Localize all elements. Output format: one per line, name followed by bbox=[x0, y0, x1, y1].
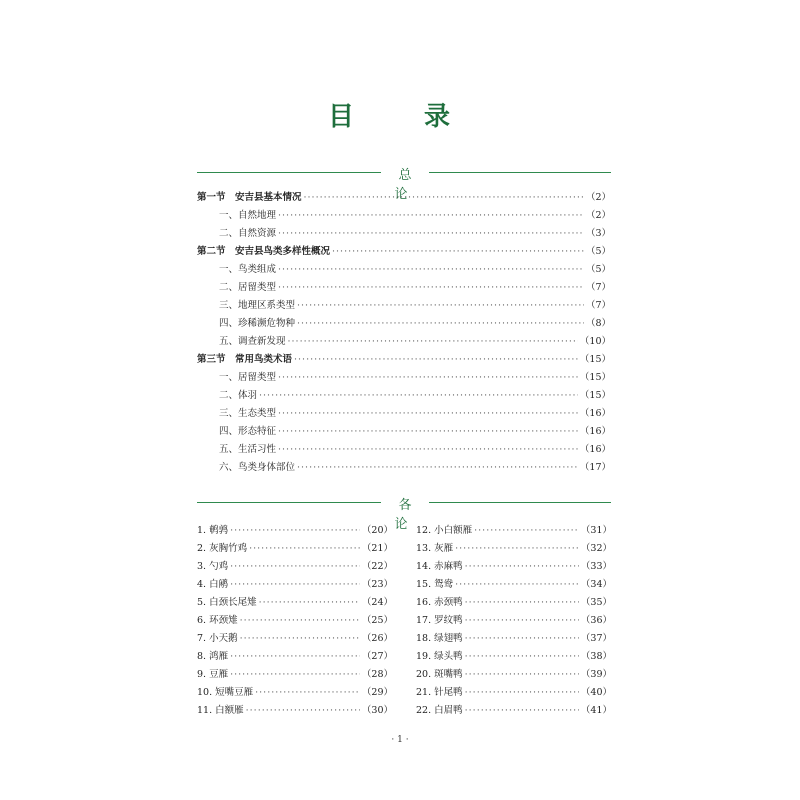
species-name: 15. 鸳鸯 bbox=[416, 579, 454, 590]
species-entry[interactable] bbox=[197, 612, 393, 630]
species-page-number: （28） bbox=[361, 669, 393, 680]
dot-leader bbox=[297, 459, 578, 477]
dot-leader bbox=[278, 261, 584, 279]
species-entry[interactable] bbox=[197, 540, 393, 558]
toc-subsection-row[interactable] bbox=[197, 333, 611, 351]
toc-page-number: （17） bbox=[579, 462, 611, 473]
toc-subsection-row[interactable] bbox=[197, 369, 611, 387]
dot-leader bbox=[230, 522, 360, 540]
toc-entry-title: 四、形态特征 bbox=[219, 426, 277, 437]
species-entry[interactable] bbox=[416, 540, 612, 558]
toc-subsection-row[interactable] bbox=[197, 441, 611, 459]
species-entry[interactable] bbox=[197, 666, 393, 684]
dot-leader bbox=[278, 225, 584, 243]
toc-list bbox=[197, 189, 611, 477]
dot-leader bbox=[297, 297, 584, 315]
species-name: 10. 短嘴豆雁 bbox=[197, 687, 254, 698]
dot-leader bbox=[278, 279, 584, 297]
divider-line bbox=[429, 502, 611, 503]
page-number: · 1 · bbox=[391, 735, 409, 745]
species-page-number: （38） bbox=[580, 651, 612, 662]
dot-leader bbox=[465, 666, 579, 684]
species-entry[interactable] bbox=[197, 576, 393, 594]
species-entry[interactable] bbox=[416, 612, 612, 630]
species-entry[interactable] bbox=[197, 702, 393, 720]
page-title: 目 录 bbox=[327, 102, 472, 132]
species-name: 9. 豆雁 bbox=[197, 669, 229, 680]
dot-leader bbox=[332, 243, 584, 261]
dot-leader bbox=[278, 369, 578, 387]
species-name: 5. 白颈长尾雉 bbox=[197, 597, 257, 608]
dot-leader bbox=[278, 423, 578, 441]
species-name: 1. 鹌鹑 bbox=[197, 525, 229, 536]
section-title-general: 总 论 bbox=[394, 168, 420, 202]
toc-page-number: （8） bbox=[585, 318, 611, 329]
species-entry[interactable] bbox=[416, 702, 612, 720]
toc-subsection-row[interactable] bbox=[197, 297, 611, 315]
species-entry[interactable] bbox=[416, 684, 612, 702]
dot-leader bbox=[255, 684, 360, 702]
dot-leader bbox=[240, 630, 360, 648]
dot-leader bbox=[278, 207, 584, 225]
dot-leader bbox=[465, 648, 579, 666]
dot-leader bbox=[246, 702, 360, 720]
toc-subsection-row[interactable] bbox=[197, 261, 611, 279]
species-entry[interactable] bbox=[197, 594, 393, 612]
species-name: 7. 小天鹅 bbox=[197, 633, 238, 644]
divider-line bbox=[197, 502, 381, 503]
toc-page-number: （16） bbox=[579, 426, 611, 437]
species-list-left bbox=[197, 522, 393, 720]
species-name: 6. 环颈雉 bbox=[197, 615, 238, 626]
toc-page-number: （7） bbox=[585, 300, 611, 311]
toc-subsection-row[interactable] bbox=[197, 225, 611, 243]
species-page-number: （30） bbox=[361, 705, 393, 716]
dot-leader bbox=[455, 540, 579, 558]
toc-page-number: （15） bbox=[579, 390, 611, 401]
dot-leader bbox=[230, 648, 360, 666]
species-page-number: （22） bbox=[361, 561, 393, 572]
species-name: 8. 鸿雁 bbox=[197, 651, 229, 662]
section-title-species: 各 论 bbox=[394, 498, 420, 532]
divider-line bbox=[197, 172, 381, 173]
toc-page-number: （15） bbox=[579, 354, 611, 365]
species-page-number: （41） bbox=[580, 705, 612, 716]
dot-leader bbox=[259, 387, 578, 405]
dot-leader bbox=[465, 594, 579, 612]
toc-chapter-row[interactable] bbox=[197, 189, 611, 207]
species-name: 19. 绿头鸭 bbox=[416, 651, 463, 662]
toc-page-number: （2） bbox=[585, 210, 611, 221]
species-entry[interactable] bbox=[416, 594, 612, 612]
species-entry[interactable] bbox=[197, 684, 393, 702]
toc-entry-title: 三、地理区系类型 bbox=[219, 300, 296, 311]
species-page-number: （37） bbox=[580, 633, 612, 644]
species-entry[interactable] bbox=[197, 522, 393, 540]
species-entry[interactable] bbox=[416, 630, 612, 648]
toc-page-number: （5） bbox=[585, 246, 611, 257]
species-entry[interactable] bbox=[416, 522, 612, 540]
dot-leader bbox=[240, 612, 360, 630]
species-page-number: （35） bbox=[580, 597, 612, 608]
toc-entry-title: 第三节 常用鸟类术语 bbox=[197, 354, 293, 365]
species-page-number: （26） bbox=[361, 633, 393, 644]
species-page-number: （39） bbox=[580, 669, 612, 680]
toc-entry-title: 一、居留类型 bbox=[219, 372, 277, 383]
dot-leader bbox=[259, 594, 360, 612]
species-name: 3. 勺鸡 bbox=[197, 561, 229, 572]
toc-entry-title: 二、体羽 bbox=[219, 390, 258, 401]
toc-entry-title: 一、鸟类组成 bbox=[219, 264, 277, 275]
species-entry[interactable] bbox=[416, 558, 612, 576]
toc-entry-title: 三、生态类型 bbox=[219, 408, 277, 419]
toc-page-number: （7） bbox=[585, 282, 611, 293]
species-list-right bbox=[416, 522, 612, 720]
toc-entry-title: 二、自然资源 bbox=[219, 228, 277, 239]
toc-chapter-row[interactable] bbox=[197, 351, 611, 369]
dot-leader bbox=[304, 189, 584, 207]
toc-entry-title: 四、珍稀濒危物种 bbox=[219, 318, 296, 329]
dot-leader bbox=[465, 612, 579, 630]
toc-entry-title: 六、鸟类身体部位 bbox=[219, 462, 296, 473]
toc-entry-title: 第一节 安吉县基本情况 bbox=[197, 192, 302, 203]
toc-entry-title: 五、调查新发现 bbox=[219, 336, 286, 347]
dot-leader bbox=[465, 702, 579, 720]
species-page-number: （25） bbox=[361, 615, 393, 626]
toc-subsection-row[interactable] bbox=[197, 459, 611, 477]
species-name: 21. 针尾鸭 bbox=[416, 687, 463, 698]
toc-page-number: （10） bbox=[579, 336, 611, 347]
dot-leader bbox=[474, 522, 579, 540]
dot-leader bbox=[278, 441, 578, 459]
species-page-number: （40） bbox=[580, 687, 612, 698]
species-name: 14. 赤麻鸭 bbox=[416, 561, 463, 572]
dot-leader bbox=[230, 576, 360, 594]
species-entry[interactable] bbox=[416, 666, 612, 684]
dot-leader bbox=[230, 558, 360, 576]
species-name: 17. 罗纹鸭 bbox=[416, 615, 463, 626]
dot-leader bbox=[465, 558, 579, 576]
toc-page-number: （5） bbox=[585, 264, 611, 275]
species-name: 20. 斑嘴鸭 bbox=[416, 669, 463, 680]
toc-subsection-row[interactable] bbox=[197, 207, 611, 225]
species-page-number: （27） bbox=[361, 651, 393, 662]
toc-subsection-row[interactable] bbox=[197, 315, 611, 333]
toc-subsection-row[interactable] bbox=[197, 279, 611, 297]
species-page-number: （34） bbox=[580, 579, 612, 590]
dot-leader bbox=[249, 540, 360, 558]
species-name: 16. 赤颈鸭 bbox=[416, 597, 463, 608]
toc-subsection-row[interactable] bbox=[197, 405, 611, 423]
species-name: 13. 灰雁 bbox=[416, 543, 454, 554]
species-page-number: （24） bbox=[361, 597, 393, 608]
dot-leader bbox=[465, 684, 579, 702]
species-name: 4. 白鹇 bbox=[197, 579, 229, 590]
dot-leader bbox=[465, 630, 579, 648]
species-entry[interactable] bbox=[197, 558, 393, 576]
species-page-number: （33） bbox=[580, 561, 612, 572]
species-name: 18. 绿翅鸭 bbox=[416, 633, 463, 644]
toc-page-number: （16） bbox=[579, 444, 611, 455]
dot-leader bbox=[294, 351, 578, 369]
toc-page-number: （15） bbox=[579, 372, 611, 383]
toc-entry-title: 一、自然地理 bbox=[219, 210, 277, 221]
species-page-number: （21） bbox=[361, 543, 393, 554]
toc-subsection-row[interactable] bbox=[197, 387, 611, 405]
dot-leader bbox=[230, 666, 360, 684]
dot-leader bbox=[297, 315, 584, 333]
species-page-number: （32） bbox=[580, 543, 612, 554]
species-page-number: （23） bbox=[361, 579, 393, 590]
species-name: 22. 白眉鸭 bbox=[416, 705, 463, 716]
species-name: 12. 小白额雁 bbox=[416, 525, 473, 536]
species-page-number: （36） bbox=[580, 615, 612, 626]
toc-entry-title: 二、居留类型 bbox=[219, 282, 277, 293]
dot-leader bbox=[455, 576, 579, 594]
species-page-number: （29） bbox=[361, 687, 393, 698]
toc-chapter-row[interactable] bbox=[197, 243, 611, 261]
species-name: 11. 白额雁 bbox=[197, 705, 244, 716]
dot-leader bbox=[278, 405, 578, 423]
species-entry[interactable] bbox=[416, 648, 612, 666]
species-page-number: （20） bbox=[361, 525, 393, 536]
species-entry[interactable] bbox=[197, 648, 393, 666]
toc-page-number: （16） bbox=[579, 408, 611, 419]
species-entry[interactable] bbox=[416, 576, 612, 594]
divider-line bbox=[429, 172, 611, 173]
species-name: 2. 灰胸竹鸡 bbox=[197, 543, 248, 554]
dot-leader bbox=[288, 333, 578, 351]
toc-entry-title: 五、生活习性 bbox=[219, 444, 277, 455]
toc-page-number: （3） bbox=[585, 228, 611, 239]
species-entry[interactable] bbox=[197, 630, 393, 648]
species-page-number: （31） bbox=[580, 525, 612, 536]
toc-subsection-row[interactable] bbox=[197, 423, 611, 441]
toc-entry-title: 第二节 安吉县鸟类多样性概况 bbox=[197, 246, 331, 257]
toc-page-number: （2） bbox=[585, 192, 611, 203]
